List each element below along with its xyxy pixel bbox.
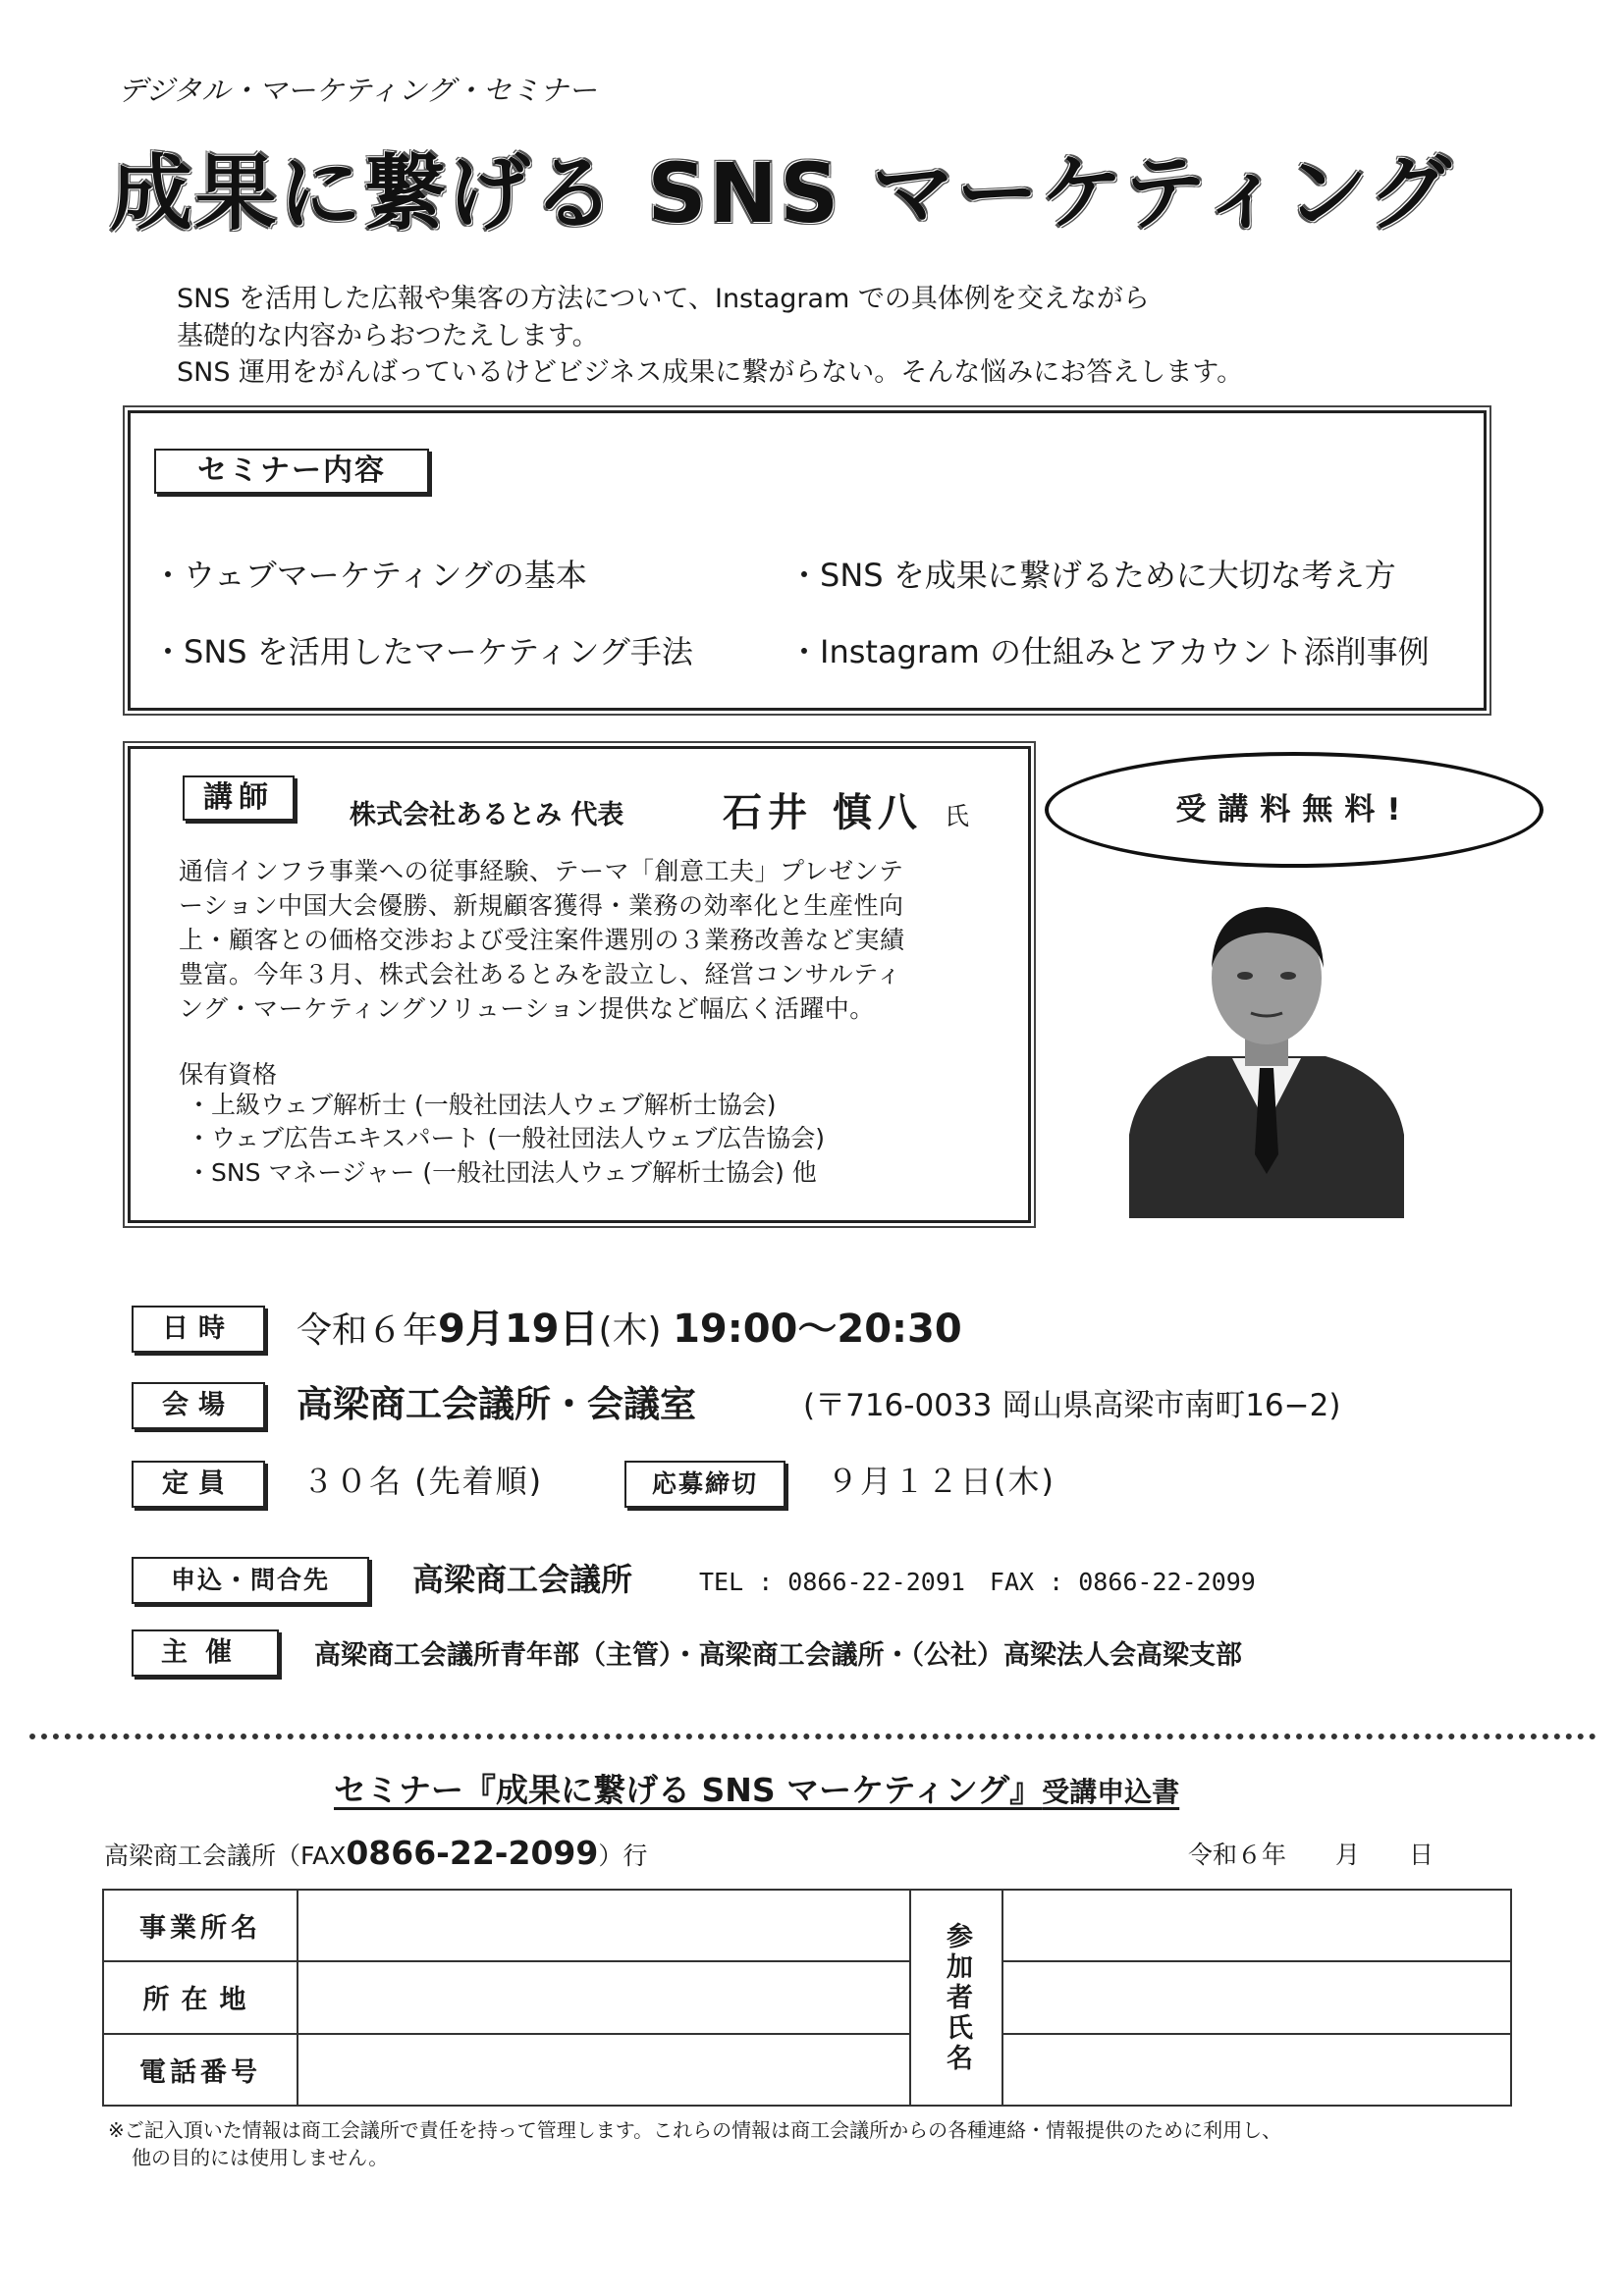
form-title xyxy=(334,1765,1179,1811)
intro-line-3: SNS 運用をがんばっているけどビジネス成果に繋がらない。そんな悩みにお答えします。 xyxy=(177,357,1244,388)
date-value xyxy=(297,1298,962,1354)
date-bold: 9月19日 xyxy=(438,1307,599,1352)
privacy-note-line-1: ※ご記入頂いた情報は商工会議所で責任を持って管理します。これらの情報は商工会議所からの各種連絡・情報提供のために利用し、 xyxy=(108,2118,1282,2142)
flyer-subtitle: デジタル・マーケティング・セミナー xyxy=(118,74,597,107)
privacy-note-line-2: 他の目的には使用しません。 xyxy=(132,2146,389,2169)
form-title-main: セミナー『成果に繋げる SNS マーケティング』 xyxy=(334,1771,1043,1809)
contact-org: 高梁商工会議所 xyxy=(412,1561,633,1598)
flyer-title: 成果に繋げる SNS マーケティング xyxy=(110,145,1453,241)
instructor-company: 株式会社あるとみ 代表 xyxy=(350,800,624,830)
address-input[interactable] xyxy=(298,1961,910,2033)
cert-item: ・上級ウェブ解析士 (一般社団法人ウェブ解析士協会) xyxy=(187,1091,777,1119)
addressee-suffix: ）行 xyxy=(598,1842,648,1870)
free-fee-badge: 受講料無料! xyxy=(1045,752,1543,868)
venue-address: (〒716-0033 岡山県高梁市南町16−2) xyxy=(803,1388,1341,1423)
participants-label xyxy=(910,1890,1002,2106)
contact-label: 申込・問合先 xyxy=(132,1557,369,1604)
bio-line: 通信インフラ事業への従事経験、テーマ「創意工夫」プレゼンテ xyxy=(179,857,904,885)
content-item-3: ・SNS を活用したマーケティング手法 xyxy=(152,633,693,670)
instructor-bio xyxy=(179,854,1013,1026)
application-form-table xyxy=(102,1889,1512,2107)
bio-line: ーション中国大会優勝、新規顧客獲得・業務の効率化と生産性向 xyxy=(179,891,904,920)
content-item-4: ・Instagram の仕組みとアカウント添削事例 xyxy=(788,633,1430,670)
cert-heading: 保有資格 xyxy=(179,1060,278,1089)
bio-line: 上・顧客との価格交渉および受注案件選別の３業務改善など実績 xyxy=(179,926,905,954)
date-time: 19:00〜20:30 xyxy=(673,1307,962,1352)
form-addressee xyxy=(104,1834,647,1872)
participant-name-input-3[interactable] xyxy=(1002,2034,1511,2106)
participant-name-input-2[interactable] xyxy=(1002,1961,1511,2033)
field-label-business-name: 事業所名 xyxy=(103,1890,298,1961)
content-item-1: ・ウェブマーケティングの基本 xyxy=(152,557,587,594)
date-weekday: (木) xyxy=(598,1310,662,1351)
organizer-label: 主催 xyxy=(132,1629,279,1677)
form-date-line: 令和６年 月 日 xyxy=(1188,1841,1435,1869)
capacity-label: 定員 xyxy=(132,1461,265,1508)
bio-line: 豊富。今年３月、株式会社あるとみを設立し、経営コンサルティ xyxy=(179,960,902,988)
person-silhouette-icon xyxy=(1129,889,1404,1218)
instructor-label: 講師 xyxy=(183,775,295,821)
business-name-input[interactable] xyxy=(298,1890,910,1961)
capacity-value: ３０名 (先着順) xyxy=(302,1463,544,1500)
intro-line-2: 基礎的な内容からおつたえします。 xyxy=(177,321,599,351)
date-prefix: 令和６年 xyxy=(297,1310,439,1351)
phone-input[interactable] xyxy=(298,2034,910,2106)
cert-item: ・ウェブ広告エキスパート (一般社団法人ウェブ広告協会) xyxy=(187,1124,825,1152)
content-item-2: ・SNS を成果に繋げるために大切な考え方 xyxy=(788,557,1396,594)
cert-item: ・SNS マネージャー (一般社団法人ウェブ解析士協会) 他 xyxy=(187,1158,817,1187)
seminar-contents-label: セミナー内容 xyxy=(154,449,429,494)
field-label-phone: 電話番号 xyxy=(103,2034,298,2106)
participant-name-input-1[interactable] xyxy=(1002,1890,1511,1961)
bio-line: ング・マーケティングソリューション提供など幅広く活躍中。 xyxy=(179,994,875,1023)
organizer-value: 高梁商工会議所青年部（主管）・高梁商工会議所・（公社）高梁法人会高梁支部 xyxy=(314,1640,1242,1671)
form-title-suffix: 受講申込書 xyxy=(1042,1776,1180,1808)
addressee-prefix: 高梁商工会議所（FAX xyxy=(104,1842,347,1870)
deadline-label: 応募締切 xyxy=(624,1461,785,1508)
seminar-contents-box xyxy=(128,410,1487,711)
instructor-photo xyxy=(1129,889,1404,1218)
instructor-name: 石井 慎八 xyxy=(723,790,923,835)
date-label: 日時 xyxy=(132,1306,265,1353)
field-label-address: 所在地 xyxy=(103,1961,298,2033)
contact-phone: TEL : 0866-22-2091 FAX : 0866-22-2099 xyxy=(699,1568,1256,1596)
cut-line xyxy=(29,1734,1597,1739)
intro-line-1: SNS を活用した広報や集客の方法について、Instagram での具体例を交えながら xyxy=(177,284,1150,314)
deadline-value: ９月１２日(木) xyxy=(827,1463,1056,1500)
addressee-fax: 0866-22-2099 xyxy=(346,1834,599,1872)
venue-name: 高梁商工会議所・会議室 xyxy=(297,1383,696,1425)
participants-label-text: 参加者氏名 xyxy=(942,1921,972,2074)
instructor-honorific: 氏 xyxy=(945,802,970,830)
venue-label: 会場 xyxy=(132,1382,265,1429)
